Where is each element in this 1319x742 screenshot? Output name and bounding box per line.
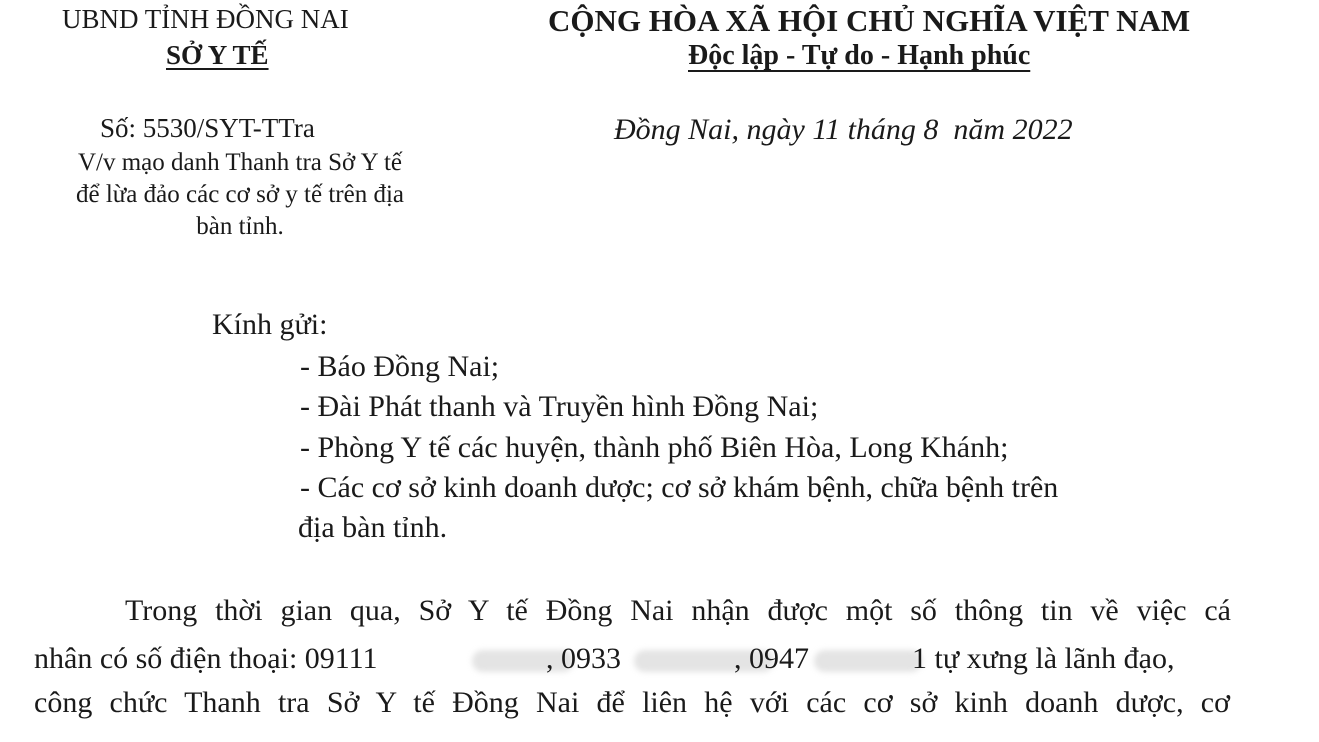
nation-title: CỘNG HÒA XÃ HỘI CHỦ NGHĨA VIỆT NAM — [548, 3, 1191, 38]
phone-segment: 1 tự xưng là lãnh đạo, — [912, 642, 1175, 675]
body-line — [34, 642, 1234, 682]
redacted-phone — [814, 650, 922, 672]
body-line: công chức Thanh tra Sở Y tế Đồng Nai để liên hệ với các cơ sở kinh doanh dược, cơ — [34, 686, 1230, 719]
department-name: SỞ Y TẾ — [166, 40, 269, 70]
subject-line: để lừa đảo các cơ sở y tế trên địa — [75, 181, 405, 208]
national-motto: Độc lập - Tự do - Hạnh phúc — [688, 40, 1031, 71]
phone-segment: , 0947 — [734, 642, 809, 675]
recipient-item: - Đài Phát thanh và Truyền hình Đồng Nai; — [300, 390, 819, 423]
recipients-heading: Kính gửi: — [212, 308, 328, 341]
phone-segment: , 0933 — [546, 642, 621, 675]
recipient-item: - Các cơ sở kinh doanh dược; cơ sở khám bệnh, chữa bệnh trên — [300, 471, 1059, 504]
recipient-continuation: địa bàn tỉnh. — [298, 511, 448, 544]
recipient-item: - Phòng Y tế các huyện, thành phố Biên Hòa, Long Khánh; — [300, 431, 1009, 464]
phone-segment: nhân có số điện thoại: 09111 — [34, 642, 378, 675]
subject-line: V/v mạo danh Thanh tra Sở Y tế — [77, 149, 403, 176]
recipient-item: - Báo Đồng Nai; — [300, 350, 500, 383]
place-and-date: Đồng Nai, ngày 11 tháng 8 năm 2022 — [614, 113, 1073, 146]
body-line: Trong thời gian qua, Sở Y tế Đồng Nai nhận được một số thông tin về việc cá — [125, 594, 1231, 627]
subject-line: bàn tỉnh. — [196, 213, 284, 240]
document-number: Số: 5530/SYT-TTra — [100, 113, 315, 143]
authority-name: UBND TỈNH ĐỒNG NAI — [62, 4, 349, 34]
document-subject — [25, 147, 455, 243]
